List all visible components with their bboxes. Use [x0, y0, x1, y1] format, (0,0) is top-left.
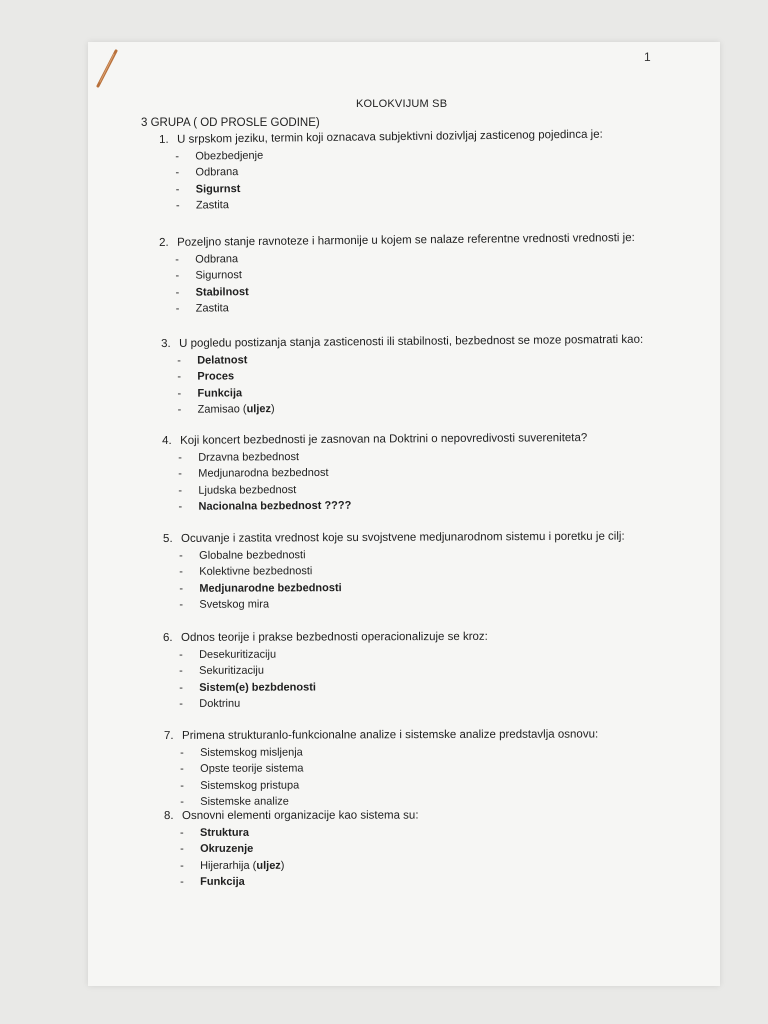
closing-paren: ): [280, 859, 285, 872]
dash-bullet-icon: -: [180, 876, 184, 889]
dash-bullet-icon: -: [177, 371, 182, 384]
dash-bullet-icon: -: [175, 167, 180, 180]
answer-text: Zastita: [195, 199, 229, 212]
answer-text: Sigurnst: [195, 182, 241, 196]
question-2: [159, 230, 636, 318]
answer-text: Ljudska bezbednost: [198, 483, 297, 497]
answer-text: Desekuritizaciju: [199, 648, 277, 661]
answer-text: Struktura: [200, 826, 249, 839]
answer-text: Svetskog mira: [199, 598, 270, 612]
question-number: 3.: [161, 337, 171, 350]
answer-text: Sistemskog misljenja: [200, 746, 303, 759]
dash-bullet-icon: -: [179, 549, 183, 562]
answer-option: [179, 662, 488, 679]
question-label: Ocuvanje i zastita vrednost koje su svojstvene medjunarodnom sistemu i poretku je cilj:: [181, 530, 625, 545]
answer-option: [180, 874, 419, 891]
question-number: 8.: [164, 809, 174, 822]
dash-bullet-icon: -: [180, 763, 184, 776]
question-label: Primena strukturanlo-funkcionalne analize i sistemske analize predstavlja osnovu:: [182, 728, 599, 742]
answer-text: Kolektivne bezbednosti: [199, 565, 313, 579]
answer-option: [179, 595, 625, 614]
answer-text: Stabilnost: [195, 285, 249, 299]
question-number: 1.: [159, 133, 169, 146]
answer-option: [178, 496, 587, 515]
answer-text: Nacionalna bezbednost ????: [198, 499, 352, 513]
dash-bullet-icon: -: [179, 665, 183, 678]
closing-paren: ): [270, 403, 275, 416]
dash-bullet-icon: -: [177, 404, 182, 417]
question-label: U pogledu postizanja stanja zasticenosti ili stabilnosti, bezbednost se moze posmatrati kao:: [179, 333, 644, 350]
question-1: [159, 127, 604, 215]
answer-options: [161, 349, 644, 419]
question-text: [164, 726, 598, 745]
dash-bullet-icon: -: [180, 779, 184, 792]
dash-bullet-icon: -: [178, 484, 183, 497]
answer-text: Sistemskog pristupa: [200, 779, 300, 792]
dash-bullet-icon: -: [178, 451, 182, 464]
question-text: [163, 529, 625, 548]
answer-text: Obezbedjenje: [195, 149, 264, 163]
question-7: [164, 726, 598, 810]
question-text: [163, 629, 488, 647]
question-3: [161, 332, 644, 419]
dash-bullet-icon: -: [175, 150, 180, 163]
answer-text: Hijerarhija (: [200, 859, 257, 872]
question-5: [163, 529, 625, 614]
answer-text: Globalne bezbednosti: [199, 549, 306, 562]
dash-bullet-icon: -: [180, 826, 184, 839]
answer-text: Zamisao (: [197, 403, 247, 416]
answer-options: [164, 743, 598, 810]
question-label: Osnovni elementi organizacije kao sistema su:: [182, 809, 419, 822]
dash-bullet-icon: -: [179, 698, 183, 711]
question-6: [163, 629, 488, 713]
question-text: [164, 808, 419, 825]
answer-text: Delatnost: [197, 354, 248, 367]
dash-bullet-icon: -: [175, 286, 180, 299]
question-label: U srpskom jeziku, termin koji oznacava subjektivni dozivljaj zasticenog pojedinca je:: [177, 128, 603, 146]
answer-text: Zastita: [195, 302, 229, 315]
answer-text: Medjunarodne bezbednosti: [199, 581, 342, 595]
answer-option: [179, 679, 488, 696]
answer-option: [180, 743, 598, 761]
dash-bullet-icon: -: [179, 681, 183, 694]
answer-text: Funkcija: [200, 876, 245, 889]
dash-bullet-icon: -: [180, 859, 184, 872]
dash-bullet-icon: -: [175, 303, 180, 316]
question-text: [162, 430, 587, 450]
dash-bullet-icon: -: [180, 796, 184, 809]
answer-text: Proces: [197, 370, 235, 384]
answer-option: [180, 841, 419, 858]
dash-bullet-icon: -: [175, 183, 180, 196]
answer-text: Drzavna bezbednost: [198, 451, 300, 464]
question-8: [164, 808, 419, 891]
dash-bullet-icon: -: [178, 501, 183, 514]
answer-options: [159, 247, 635, 318]
answer-options: [159, 144, 603, 215]
dash-bullet-icon: -: [177, 354, 181, 367]
dash-bullet-icon: -: [179, 648, 183, 661]
answer-text: Funkcija: [197, 387, 243, 400]
dash-bullet-icon: -: [178, 468, 183, 481]
dash-bullet-icon: -: [180, 843, 184, 856]
answer-text: Doktrinu: [199, 697, 241, 711]
answer-option: [180, 776, 598, 794]
dash-bullet-icon: -: [180, 746, 184, 759]
answer-text: Odbrana: [195, 166, 239, 179]
dash-bullet-icon: -: [179, 599, 184, 612]
group-heading: 3 GRUPA ( OD PROSLE GODINE): [141, 117, 320, 129]
pencil-mark-icon: [92, 48, 122, 90]
question-number: 2.: [159, 236, 169, 249]
answer-options: [163, 546, 625, 614]
dash-bullet-icon: -: [175, 270, 180, 283]
dash-bullet-icon: -: [175, 199, 180, 213]
answer-option: [179, 695, 488, 712]
answer-text: Sistemske analize: [200, 795, 289, 809]
answer-text: Medjunarodna bezbednost: [198, 467, 329, 481]
answer-option: [180, 825, 419, 842]
answer-options: [162, 447, 588, 516]
dash-bullet-icon: -: [177, 387, 182, 400]
dash-bullet-icon: -: [179, 566, 183, 579]
page-number: 1: [644, 50, 651, 64]
question-number: 6.: [163, 631, 173, 644]
dash-bullet-icon: -: [179, 582, 184, 595]
question-label: Odnos teorije i prakse bezbednosti operacionalizuje se kroz:: [181, 630, 488, 644]
question-label: Pozeljno stanje ravnoteze i harmonije u kojem se nalaze referentne vrednosti vrednosti je:: [177, 232, 635, 249]
question-number: 7.: [164, 729, 174, 742]
answer-text: Odbrana: [195, 253, 239, 266]
question-4: [162, 430, 588, 516]
answer-text: Sekuritizaciju: [199, 665, 264, 678]
question-number: 5.: [163, 532, 173, 545]
answer-options: [163, 646, 488, 713]
odd-one-out-note: uljez: [246, 403, 272, 416]
answer-option: [180, 857, 419, 874]
answer-text: Sigurnost: [195, 269, 242, 283]
answer-options: [164, 825, 419, 891]
odd-one-out-note: uljez: [256, 859, 281, 872]
answer-text: Opste teorije sistema: [200, 762, 304, 776]
answer-option: [179, 646, 488, 663]
answer-text: Okruzenje: [200, 843, 254, 856]
answer-text: Sistem(e) bezbdenosti: [199, 681, 316, 694]
document-title: KOLOKVIJUM SB: [356, 98, 448, 110]
question-label: Koji koncert bezbednosti je zasnovan na Doktrini o nepovredivosti suvereniteta?: [180, 432, 588, 447]
question-number: 4.: [162, 434, 172, 447]
dash-bullet-icon: -: [175, 253, 179, 266]
answer-option: [180, 760, 598, 778]
